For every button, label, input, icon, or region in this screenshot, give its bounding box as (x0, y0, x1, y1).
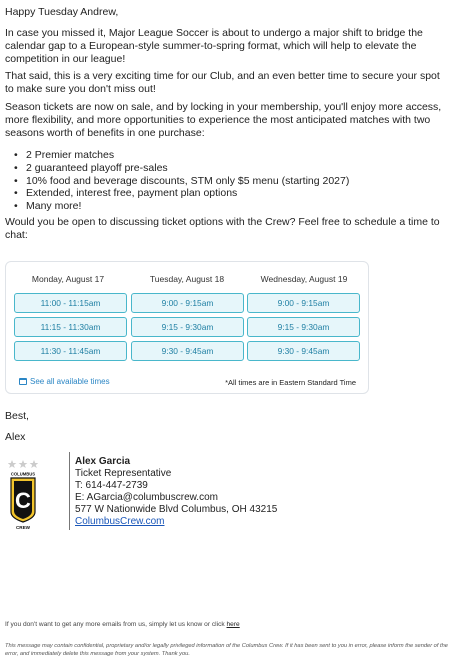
list-item: • 10% food and beverage discounts, STM only $5 menu (starting 2027) (14, 175, 349, 188)
signature-divider (69, 452, 70, 530)
paragraph-mls-shift: In case you missed it, Major League Soccer is about to undergo a major shift to bridge the calendar gap to a European-style summer-to-spring format, which will help to elevate the competition in our league! (5, 27, 423, 65)
unsubscribe-link[interactable]: here (226, 621, 240, 628)
list-item: • Many more! (14, 200, 349, 213)
time-slot[interactable]: 11:00 - 11:15am (14, 293, 127, 313)
time-slot[interactable]: 9:00 - 9:15am (131, 293, 244, 313)
day-header-wednesday: Wednesday, August 19 (260, 274, 348, 284)
sender-first-name: Alex (5, 431, 26, 443)
calendar-icon (19, 378, 27, 385)
list-item: • 2 guaranteed playoff pre-sales (14, 162, 349, 175)
list-item: • 2 Premier matches (14, 149, 349, 162)
time-slot[interactable]: 9:30 - 9:45am (131, 341, 244, 361)
unsubscribe-note (5, 621, 240, 628)
legal-disclaimer: This message may contain confidential, proprietary and/or legally privileged information of the Columbus Crew. If it has been sent to you in error, please inform the sender of the error, and immediately delete this message from your system. Thank you. (5, 643, 448, 657)
benefits-list (14, 149, 349, 213)
time-slot[interactable]: 11:15 - 11:30am (14, 317, 127, 337)
website-link[interactable]: ColumbusCrew.com (75, 516, 165, 527)
logo-letter: C (15, 488, 31, 513)
greeting: Happy Tuesday Andrew, (5, 6, 119, 18)
see-all-label: See all available times (30, 377, 110, 386)
paragraph-exciting-time: That said, this is a very exciting time for our Club, and an even better time to secure your spot to make sure you don't miss out! (5, 70, 440, 95)
time-slot[interactable]: 11:30 - 11:45am (14, 341, 127, 361)
logo-top-text: COLUMBUS (10, 471, 36, 477)
day-header-monday: Monday, August 17 (31, 274, 105, 284)
time-slot[interactable]: 9:00 - 9:15am (247, 293, 360, 313)
unsubscribe-text: If you don't want to get any more emails from us, simply let us know or click (5, 621, 225, 628)
day-header-tuesday: Tuesday, August 18 (149, 274, 225, 284)
meeting-scheduler (5, 261, 369, 394)
signature-title: Ticket Representative (75, 468, 172, 479)
timezone-note: *All times are in Eastern Standard Time (225, 378, 356, 387)
columbus-crew-logo (8, 458, 38, 532)
signature-phone: T: 614-447-2739 (75, 480, 148, 491)
list-item: • Extended, interest free, payment plan options (14, 187, 349, 200)
signature-email: E: AGarcia@columbuscrew.com (75, 492, 218, 503)
logo-bottom-text: CREW (15, 525, 31, 530)
schedule-question: Would you be open to discussing ticket options with the Crew? Feel free to schedule a time to chat: (5, 216, 440, 241)
closing: Best, (5, 410, 29, 422)
see-all-times-link[interactable] (19, 377, 110, 386)
signature-address: 577 W Nationwide Blvd Columbus, OH 43215 (75, 504, 278, 515)
time-slot[interactable]: 9:15 - 9:30am (131, 317, 244, 337)
time-slot[interactable]: 9:15 - 9:30am (247, 317, 360, 337)
time-slot[interactable]: 9:30 - 9:45am (247, 341, 360, 361)
signature-name: Alex Garcia (75, 456, 131, 467)
paragraph-season-tickets: Season tickets are now on sale, and by locking in your membership, you'll enjoy more access, more flexibility, and more opportunities to experience the most anticipated matches with two seasons worth of benefits in one purchase: (5, 101, 442, 139)
